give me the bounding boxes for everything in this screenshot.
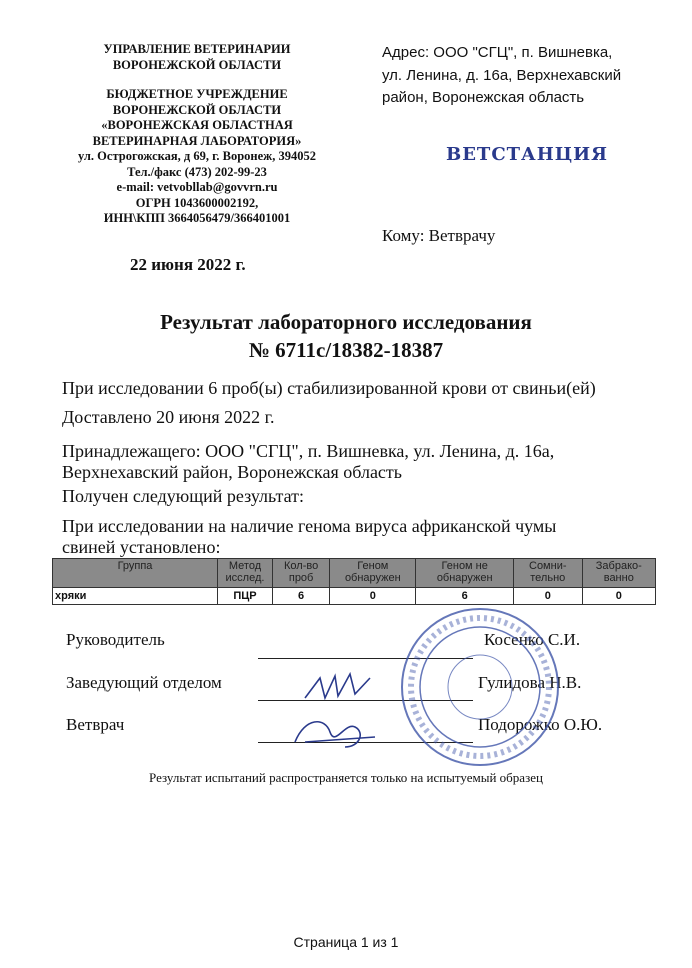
column-header: Геном обнаружен — [330, 559, 416, 588]
recipient: Кому: Ветврачу — [382, 226, 496, 245]
column-header: Сомни-тельно — [513, 559, 582, 588]
cell: хряки — [53, 588, 218, 605]
recipient-address — [382, 42, 672, 110]
org-line: ОГРН 1043600002192, — [135, 195, 259, 210]
document-title — [0, 308, 692, 364]
table-header-row — [53, 559, 656, 588]
column-header: Кол-во проб — [273, 559, 330, 588]
org-line: ВОРОНЕЖСКОЙ ОБЛАСТИ — [112, 57, 282, 72]
org-line: e-mail: vetvobllab@govvrn.ru — [116, 180, 278, 194]
body-line: свиней установлено: — [62, 537, 221, 557]
org-line: ИНН\КПП 3664056479/366401001 — [103, 211, 291, 225]
address-line: ул. Ленина, д. 16а, Верхнехавский — [382, 66, 622, 84]
signature-head-of-department — [300, 668, 380, 708]
address-line: Адрес: ООО "СГЦ", п. Вишневка, — [382, 44, 613, 61]
cell: 0 — [513, 588, 582, 605]
column-header: Геном не обнаружен — [416, 559, 514, 588]
body-line: Получен следующий результат: — [62, 486, 305, 506]
signature-role: Заведующий отделом — [66, 673, 222, 692]
body-line: Доставлено 20 июня 2022 г. — [62, 407, 275, 427]
org-line: УПРАВЛЕНИЕ ВЕТЕРИНАРИИ — [103, 42, 291, 56]
column-header: Группа — [53, 559, 218, 588]
body-line: Принадлежащего: ООО "СГЦ", п. Вишневка, ул. Ленина, д. 16а, — [62, 441, 555, 461]
cell: ПЦР — [218, 588, 273, 605]
organization-header — [62, 42, 332, 227]
cell: 0 — [582, 588, 655, 605]
signature-role: Ветврач — [66, 715, 125, 734]
body-line: При исследовании на наличие генома вируса африканской чумы — [62, 516, 557, 536]
signature-name: Косенко С.И. — [484, 630, 581, 649]
document-body — [62, 378, 672, 558]
cell: 6 — [416, 588, 514, 605]
round-stamp — [395, 605, 565, 770]
cell: 0 — [330, 588, 416, 605]
table-row — [53, 588, 656, 605]
column-header: Забрако-ванно — [582, 559, 655, 588]
title-line: Результат лабораторного исследования — [160, 310, 532, 334]
page-number: Страница 1 из 1 — [293, 934, 399, 950]
results-table — [52, 558, 656, 605]
org-line: ВОРОНЕЖСКОЙ ОБЛАСТИ — [112, 102, 282, 117]
org-line: ВЕТЕРИНАРНАЯ ЛАБОРАТОРИЯ» — [92, 133, 302, 148]
org-line: БЮДЖЕТНОЕ УЧРЕЖДЕНИЕ — [106, 87, 288, 101]
address-line: район, Воронежская область — [382, 89, 585, 106]
footer-note: Результат испытаний распространяется только на испытуемый образец — [149, 770, 543, 785]
signature-role: Руководитель — [66, 630, 165, 649]
document-number: № 6711с/18382-18387 — [248, 338, 444, 362]
org-line: Тел./факс (473) 202-99-23 — [127, 164, 267, 179]
body-line: При исследовании 6 проб(ы) стабилизированной крови от свиньи(ей) — [62, 378, 596, 398]
signature-name: Подорожко О.Ю. — [478, 715, 603, 734]
body-line: Верхнехавский район, Воронежская область — [62, 462, 402, 482]
column-header: Метод исслед. — [218, 559, 273, 588]
cell: 6 — [273, 588, 330, 605]
document-date: 22 июня 2022 г. — [130, 255, 246, 274]
vetstation-stamp: ВЕТСТАНЦИЯ — [446, 144, 608, 165]
signature-name: Гулидова Н.В. — [478, 673, 582, 692]
org-line: «ВОРОНЕЖСКАЯ ОБЛАСТНАЯ — [101, 118, 293, 132]
signature-vet — [285, 712, 385, 757]
org-line: ул. Острогожская, д 69, г. Воронеж, 394052 — [77, 149, 316, 163]
